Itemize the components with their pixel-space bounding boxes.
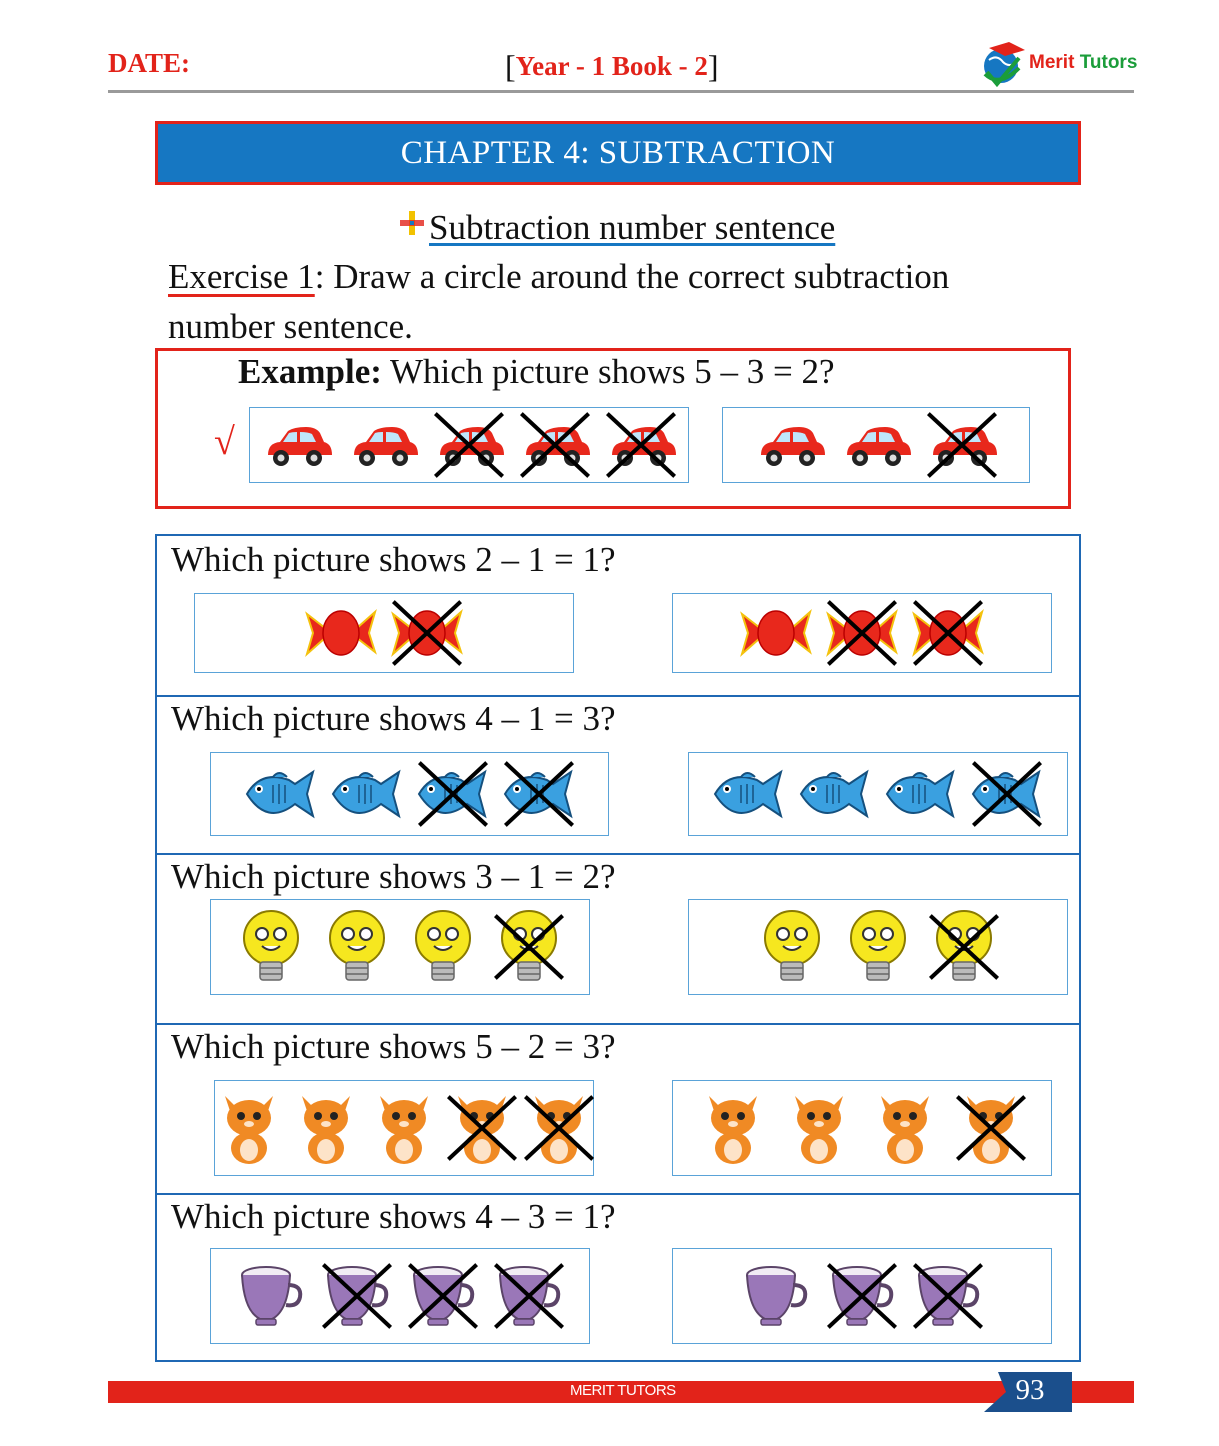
page-number: 93: [1015, 1374, 1045, 1406]
picture-option-left[interactable]: [210, 752, 609, 836]
question-row: [157, 536, 1079, 695]
candy-icon: [824, 598, 900, 668]
cat-icon: [293, 1093, 361, 1163]
example-question-text: Which picture shows 5 – 3 = 2?: [381, 352, 835, 391]
header-rule: [108, 90, 1134, 93]
cross-mark-icon: [408, 1263, 478, 1329]
example-bold: Example:: [238, 352, 382, 391]
bulb-icon: [491, 912, 567, 982]
exercise-instruction: [168, 252, 1048, 352]
car-icon: [603, 410, 679, 480]
candy-icon: [389, 598, 465, 668]
picture-option-left[interactable]: [210, 899, 590, 995]
bulb-icon: [840, 912, 916, 982]
candy-icon: [303, 598, 379, 668]
cross-mark-icon: [972, 761, 1042, 827]
question-text: Which picture shows 4 – 1 = 3?: [171, 699, 616, 738]
cat-icon: [370, 1093, 438, 1163]
cat-icon: [867, 1093, 943, 1163]
cross-mark-icon: [927, 412, 997, 478]
car-icon: [752, 410, 828, 480]
cross-mark-icon: [447, 1095, 517, 1161]
cup-icon: [824, 1261, 900, 1331]
cat-icon: [695, 1093, 771, 1163]
cup-icon: [491, 1261, 567, 1331]
fish-icon: [711, 759, 787, 829]
cross-mark-icon: [956, 1095, 1026, 1161]
questions-table: [155, 534, 1081, 1362]
bracket-close: ]: [707, 48, 719, 84]
cup-icon: [319, 1261, 395, 1331]
car-icon: [838, 410, 914, 480]
question-text: Which picture shows 4 – 3 = 1?: [171, 1197, 616, 1236]
picture-option-right[interactable]: [688, 752, 1068, 836]
cup-icon: [233, 1261, 309, 1331]
cross-mark-icon: [606, 412, 676, 478]
car-icon: [345, 410, 421, 480]
car-icon: [517, 410, 593, 480]
logo-text: Merit Tutors: [1029, 52, 1138, 73]
bulb-icon: [405, 912, 481, 982]
car-icon: [924, 410, 1000, 480]
picture-option-left[interactable]: [210, 1248, 590, 1344]
bulb-icon: [754, 912, 830, 982]
cup-icon: [910, 1261, 986, 1331]
page-number-badge: [980, 1372, 1072, 1412]
fish-icon: [797, 759, 873, 829]
fish-icon: [329, 759, 405, 829]
cat-icon: [448, 1093, 516, 1163]
fish-icon: [415, 759, 491, 829]
picture-option-right[interactable]: [688, 899, 1068, 995]
cross-mark-icon: [524, 1095, 594, 1161]
car-icon: [259, 410, 335, 480]
question-row: [157, 1023, 1079, 1193]
example-picture-left[interactable]: [249, 407, 689, 483]
cross-mark-icon: [913, 600, 983, 666]
picture-option-right[interactable]: [672, 1080, 1052, 1176]
fish-icon: [501, 759, 577, 829]
cross-mark-icon: [322, 1263, 392, 1329]
book-label-text: Year - 1 Book - 2: [515, 51, 708, 81]
cross-mark-icon: [494, 1263, 564, 1329]
example-question: [238, 352, 835, 392]
cat-icon: [953, 1093, 1029, 1163]
candy-icon: [738, 598, 814, 668]
bulb-icon: [319, 912, 395, 982]
question-text: Which picture shows 3 – 1 = 2?: [171, 857, 616, 896]
exercise-label: Exercise 1: [168, 257, 315, 296]
fish-icon: [969, 759, 1045, 829]
book-label: [505, 48, 719, 85]
fish-icon: [243, 759, 319, 829]
section-title: [398, 206, 835, 248]
question-row: [157, 853, 1079, 1023]
cat-icon: [215, 1093, 283, 1163]
cat-icon: [525, 1093, 593, 1163]
bracket-open: [: [505, 48, 516, 84]
cross-mark-icon: [913, 1263, 983, 1329]
merit-tutors-logo: [975, 38, 1145, 88]
plus-icon: [398, 206, 426, 234]
picture-option-right[interactable]: [672, 593, 1052, 673]
section-title-text: Subtraction number sentence: [429, 208, 836, 247]
cross-mark-icon: [520, 412, 590, 478]
bulb-icon: [926, 912, 1002, 982]
globe-cap-icon: [975, 38, 1031, 88]
candy-icon: [910, 598, 986, 668]
cross-mark-icon: [418, 761, 488, 827]
bulb-icon: [233, 912, 309, 982]
cross-mark-icon: [392, 600, 462, 666]
cross-mark-icon: [494, 914, 564, 980]
cross-mark-icon: [827, 600, 897, 666]
footer-brand: MERIT TUTORS: [570, 1382, 676, 1399]
picture-option-left[interactable]: [214, 1080, 594, 1176]
cross-mark-icon: [827, 1263, 897, 1329]
cat-icon: [781, 1093, 857, 1163]
exercise-text: : Draw a circle around the correct subtraction number sentence.: [168, 257, 950, 346]
cup-icon: [738, 1261, 814, 1331]
cross-mark-icon: [434, 412, 504, 478]
chapter-title: CHAPTER 4: SUBTRACTION: [155, 121, 1081, 185]
check-mark-icon: √: [214, 421, 235, 463]
date-label: DATE:: [108, 48, 191, 78]
fish-icon: [883, 759, 959, 829]
cup-icon: [405, 1261, 481, 1331]
car-icon: [431, 410, 507, 480]
cross-mark-icon: [504, 761, 574, 827]
question-text: Which picture shows 2 – 1 = 1?: [171, 540, 616, 579]
question-row: [157, 1193, 1079, 1361]
picture-option-right[interactable]: [672, 1248, 1052, 1344]
question-text: Which picture shows 5 – 2 = 3?: [171, 1027, 616, 1066]
example-picture-right[interactable]: [722, 407, 1030, 483]
cross-mark-icon: [929, 914, 999, 980]
picture-option-left[interactable]: [194, 593, 574, 673]
question-row: [157, 695, 1079, 853]
